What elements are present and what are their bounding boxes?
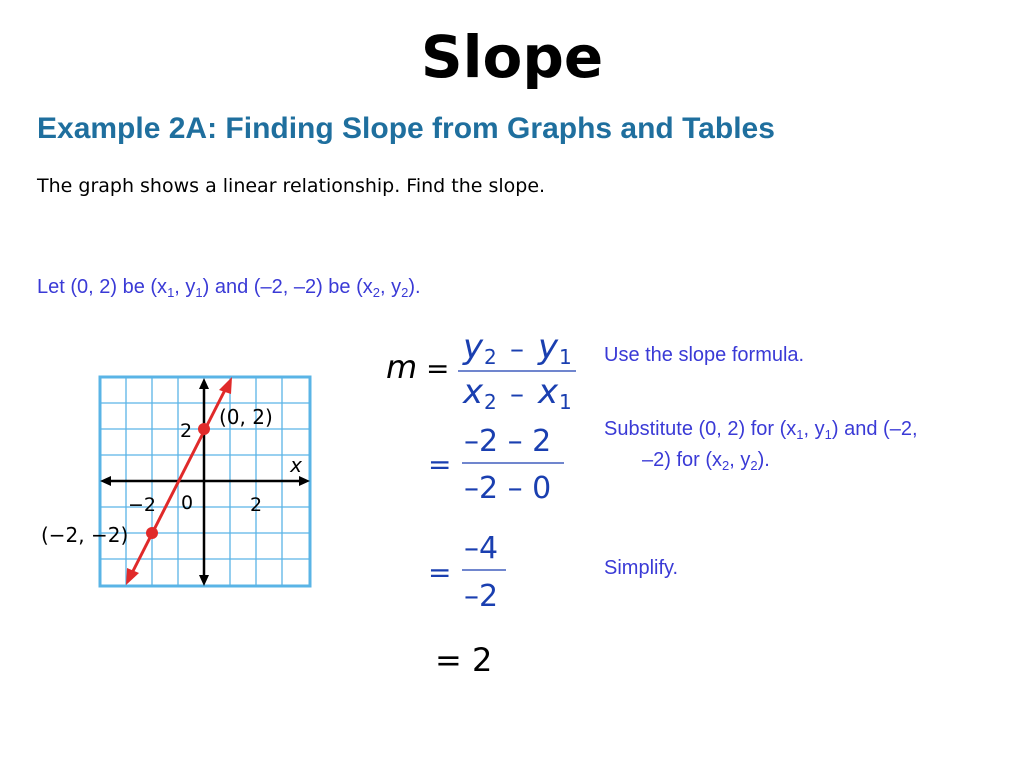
let-text: Let (0, 2) be (x bbox=[37, 276, 168, 298]
example-heading: Example 2A: Finding Slope from Graphs and Tables bbox=[37, 112, 775, 145]
step3-numerator: –4 bbox=[464, 531, 499, 566]
substitution-step bbox=[428, 424, 564, 506]
slope-formula-fraction bbox=[458, 327, 576, 414]
note-use-formula: Use the slope formula. bbox=[604, 344, 805, 366]
slide-title: Slope bbox=[420, 23, 604, 91]
point-0-2-label: (0, 2) bbox=[219, 405, 273, 429]
point-neg2-neg2 bbox=[146, 527, 158, 539]
origin-label: 0 bbox=[180, 492, 194, 514]
let-text: , y bbox=[379, 276, 402, 298]
equals-sign: = bbox=[428, 448, 452, 481]
note-text: , y bbox=[803, 418, 825, 440]
note-text: –2) for (x bbox=[642, 449, 723, 471]
problem-statement: The graph shows a linear relationship. Find the slope. bbox=[37, 175, 546, 197]
numerator-y: y bbox=[463, 327, 484, 367]
let-sub: 1 bbox=[195, 284, 203, 300]
numerator-y: y bbox=[538, 327, 559, 367]
slope-result: = 2 bbox=[435, 641, 493, 679]
note-text: , y bbox=[729, 449, 751, 471]
denominator-sub: 2 bbox=[484, 390, 497, 414]
equals-sign: = bbox=[428, 556, 452, 589]
let-statement bbox=[37, 276, 421, 299]
note-substitute bbox=[604, 414, 1014, 476]
note-sub: 2 bbox=[722, 457, 730, 473]
note-indent bbox=[604, 445, 770, 476]
let-text: ) and (–2, –2) be (x bbox=[202, 276, 373, 298]
point-neg2-neg2-label: (−2, −2) bbox=[41, 523, 129, 547]
denominator-minus: – bbox=[510, 377, 524, 410]
denominator-x: x bbox=[538, 372, 559, 412]
note-text: Substitute (0, 2) for (x bbox=[604, 418, 797, 440]
denominator-x: x bbox=[463, 372, 484, 412]
let-sub: 2 bbox=[401, 284, 409, 300]
point-0-2 bbox=[198, 423, 210, 435]
tick-label-neg2: −2 bbox=[127, 494, 157, 516]
formula-row-1 bbox=[386, 348, 449, 386]
slope-m: m bbox=[386, 348, 418, 386]
simplify-step bbox=[428, 531, 506, 614]
step2-denominator: –2 – 0 bbox=[464, 471, 552, 506]
numerator-sub: 1 bbox=[559, 345, 572, 369]
numerator-sub: 2 bbox=[484, 345, 497, 369]
let-text: ). bbox=[408, 276, 421, 298]
let-sub: 1 bbox=[167, 284, 175, 300]
note-sub: 1 bbox=[824, 426, 832, 442]
slope-formula-work bbox=[380, 325, 600, 685]
let-text: , y bbox=[174, 276, 196, 298]
step2-numerator: –2 – 2 bbox=[464, 424, 552, 459]
note-text: ) and (–2, bbox=[831, 418, 918, 440]
coordinate-graph bbox=[36, 370, 320, 590]
let-sub: 2 bbox=[372, 284, 380, 300]
note-sub: 2 bbox=[750, 457, 758, 473]
tick-label-2: 2 bbox=[249, 494, 263, 516]
y-tick-label-2: 2 bbox=[179, 420, 193, 442]
equals-sign: = bbox=[426, 352, 450, 385]
numerator-minus: – bbox=[510, 332, 524, 365]
note-simplify: Simplify. bbox=[604, 557, 679, 579]
x-axis-label: x bbox=[290, 453, 302, 477]
step3-denominator: –2 bbox=[464, 579, 499, 614]
note-text: ). bbox=[757, 449, 770, 471]
denominator-sub: 1 bbox=[559, 390, 572, 414]
note-sub: 1 bbox=[796, 426, 804, 442]
